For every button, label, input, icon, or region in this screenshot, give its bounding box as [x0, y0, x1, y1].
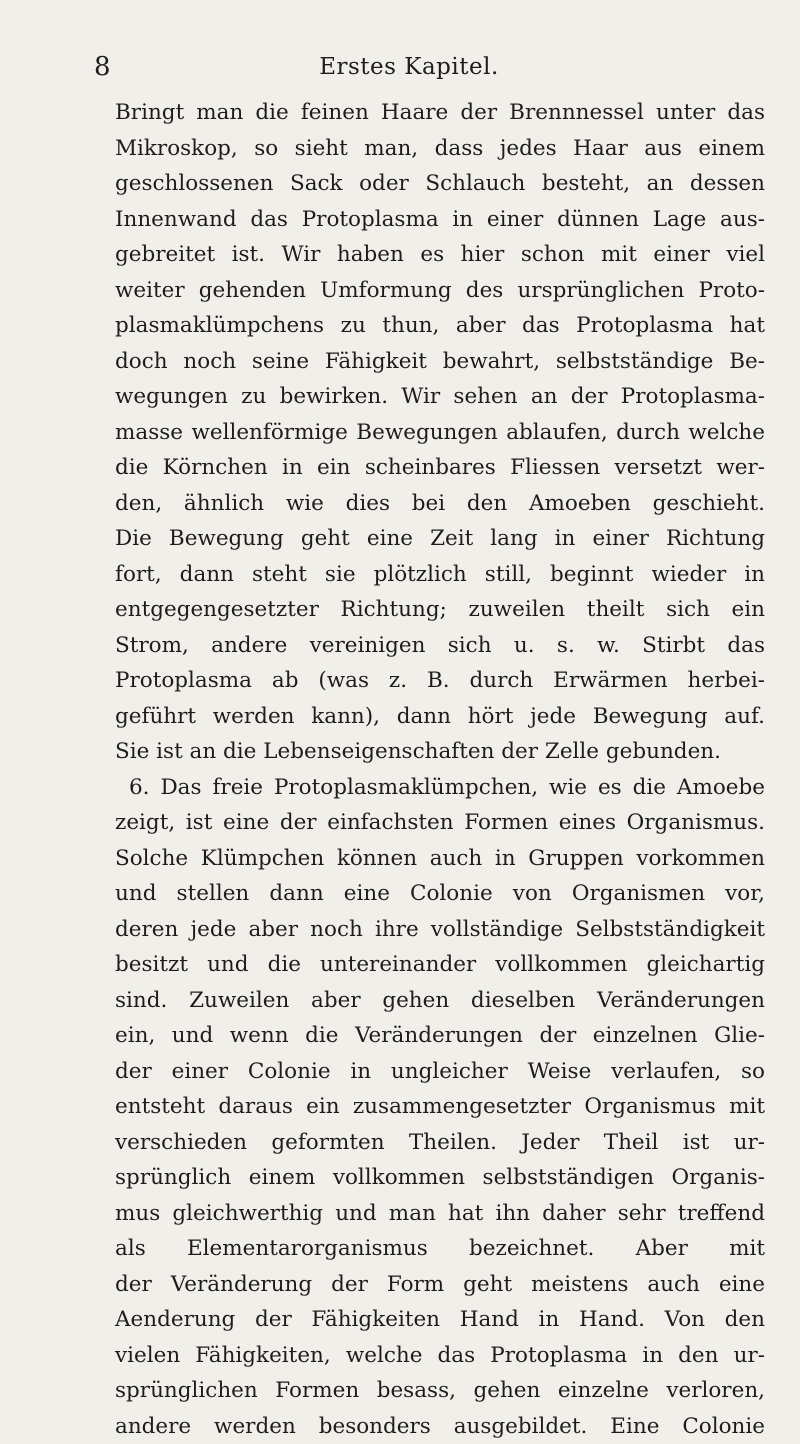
text-line: Solche Klümpchen können auch in Gruppen vorkommen — [115, 841, 765, 877]
text-line: der einer Colonie in ungleicher Weise verlaufen, so — [115, 1054, 765, 1090]
text-line: deren jede aber noch ihre vollständige Selbstständigkeit — [115, 912, 765, 948]
text-line: Innenwand das Protoplasma in einer dünnen Lage aus- — [115, 202, 765, 238]
text-line: Mikroskop, so sieht man, dass jedes Haar aus einem — [115, 131, 765, 167]
text-line: ein, und wenn die Veränderungen der einzelnen Glie- — [115, 1018, 765, 1054]
page-number: 8 — [94, 50, 111, 84]
text-line: Aenderung der Fähigkeiten Hand in Hand. Von den — [115, 1302, 765, 1338]
text-line: mus gleichwerthig und man hat ihn daher sehr treffend — [115, 1196, 765, 1232]
text-line: weiter gehenden Umformung des ursprünglichen Proto- — [115, 273, 765, 309]
text-line: der Veränderung der Form geht meistens auch eine — [115, 1267, 765, 1303]
text-line: entgegengesetzter Richtung; zuweilen theilt sich ein — [115, 592, 765, 628]
text-line: plasmaklümpchens zu thun, aber das Protoplasma hat — [115, 308, 765, 344]
text-line: besitzt und die untereinander vollkommen gleichartig — [115, 947, 765, 983]
body-text — [115, 95, 765, 1444]
page-header — [94, 50, 724, 84]
text-line: masse wellenförmige Bewegungen ablaufen, durch welche — [115, 415, 765, 451]
text-line: den, ähnlich wie dies bei den Amoeben geschieht. — [115, 486, 765, 522]
text-line: Strom, andere vereinigen sich u. s. w. Stirbt das — [115, 628, 765, 664]
text-line: Sie ist an die Lebenseigenschaften der Zelle gebunden. — [115, 734, 765, 770]
text-line: verschieden geformten Theilen. Jeder Theil ist ur- — [115, 1125, 765, 1161]
text-line: andere werden besonders ausgebildet. Eine Colonie — [115, 1409, 765, 1444]
text-line: geführt werden kann), dann hört jede Bewegung auf. — [115, 699, 765, 735]
text-line: sprünglich einem vollkommen selbstständigen Organis- — [115, 1160, 765, 1196]
text-line: fort, dann steht sie plötzlich still, beginnt wieder in — [115, 557, 765, 593]
text-line: als Elementarorganismus bezeichnet. Aber mit — [115, 1231, 765, 1267]
text-line: Bringt man die feinen Haare der Brennnessel unter das — [115, 95, 765, 131]
text-line: geschlossenen Sack oder Schlauch besteht, an dessen — [115, 166, 765, 202]
text-line: Protoplasma ab (was z. B. durch Erwärmen herbei- — [115, 663, 765, 699]
text-line: die Körnchen in ein scheinbares Fliessen versetzt wer- — [115, 450, 765, 486]
paragraph-start-line: 6. Das freie Protoplasmaklümpchen, wie es die Amoebe — [115, 770, 765, 806]
text-line: und stellen dann eine Colonie von Organismen vor, — [115, 876, 765, 912]
text-line: vielen Fähigkeiten, welche das Protoplasma in den ur- — [115, 1338, 765, 1374]
text-line: sprünglichen Formen besass, gehen einzelne verloren, — [115, 1373, 765, 1409]
text-line: wegungen zu bewirken. Wir sehen an der Protoplasma- — [115, 379, 765, 415]
text-line: Die Bewegung geht eine Zeit lang in einer Richtung — [115, 521, 765, 557]
text-line: sind. Zuweilen aber gehen dieselben Veränderungen — [115, 983, 765, 1019]
text-line: gebreitet ist. Wir haben es hier schon mit einer viel — [115, 237, 765, 273]
text-line: zeigt, ist eine der einfachsten Formen eines Organismus. — [115, 805, 765, 841]
text-line: doch noch seine Fähigkeit bewahrt, selbstständige Be- — [115, 344, 765, 380]
running-title: Erstes Kapitel. — [94, 50, 724, 84]
text-line: entsteht daraus ein zusammengesetzter Organismus mit — [115, 1089, 765, 1125]
